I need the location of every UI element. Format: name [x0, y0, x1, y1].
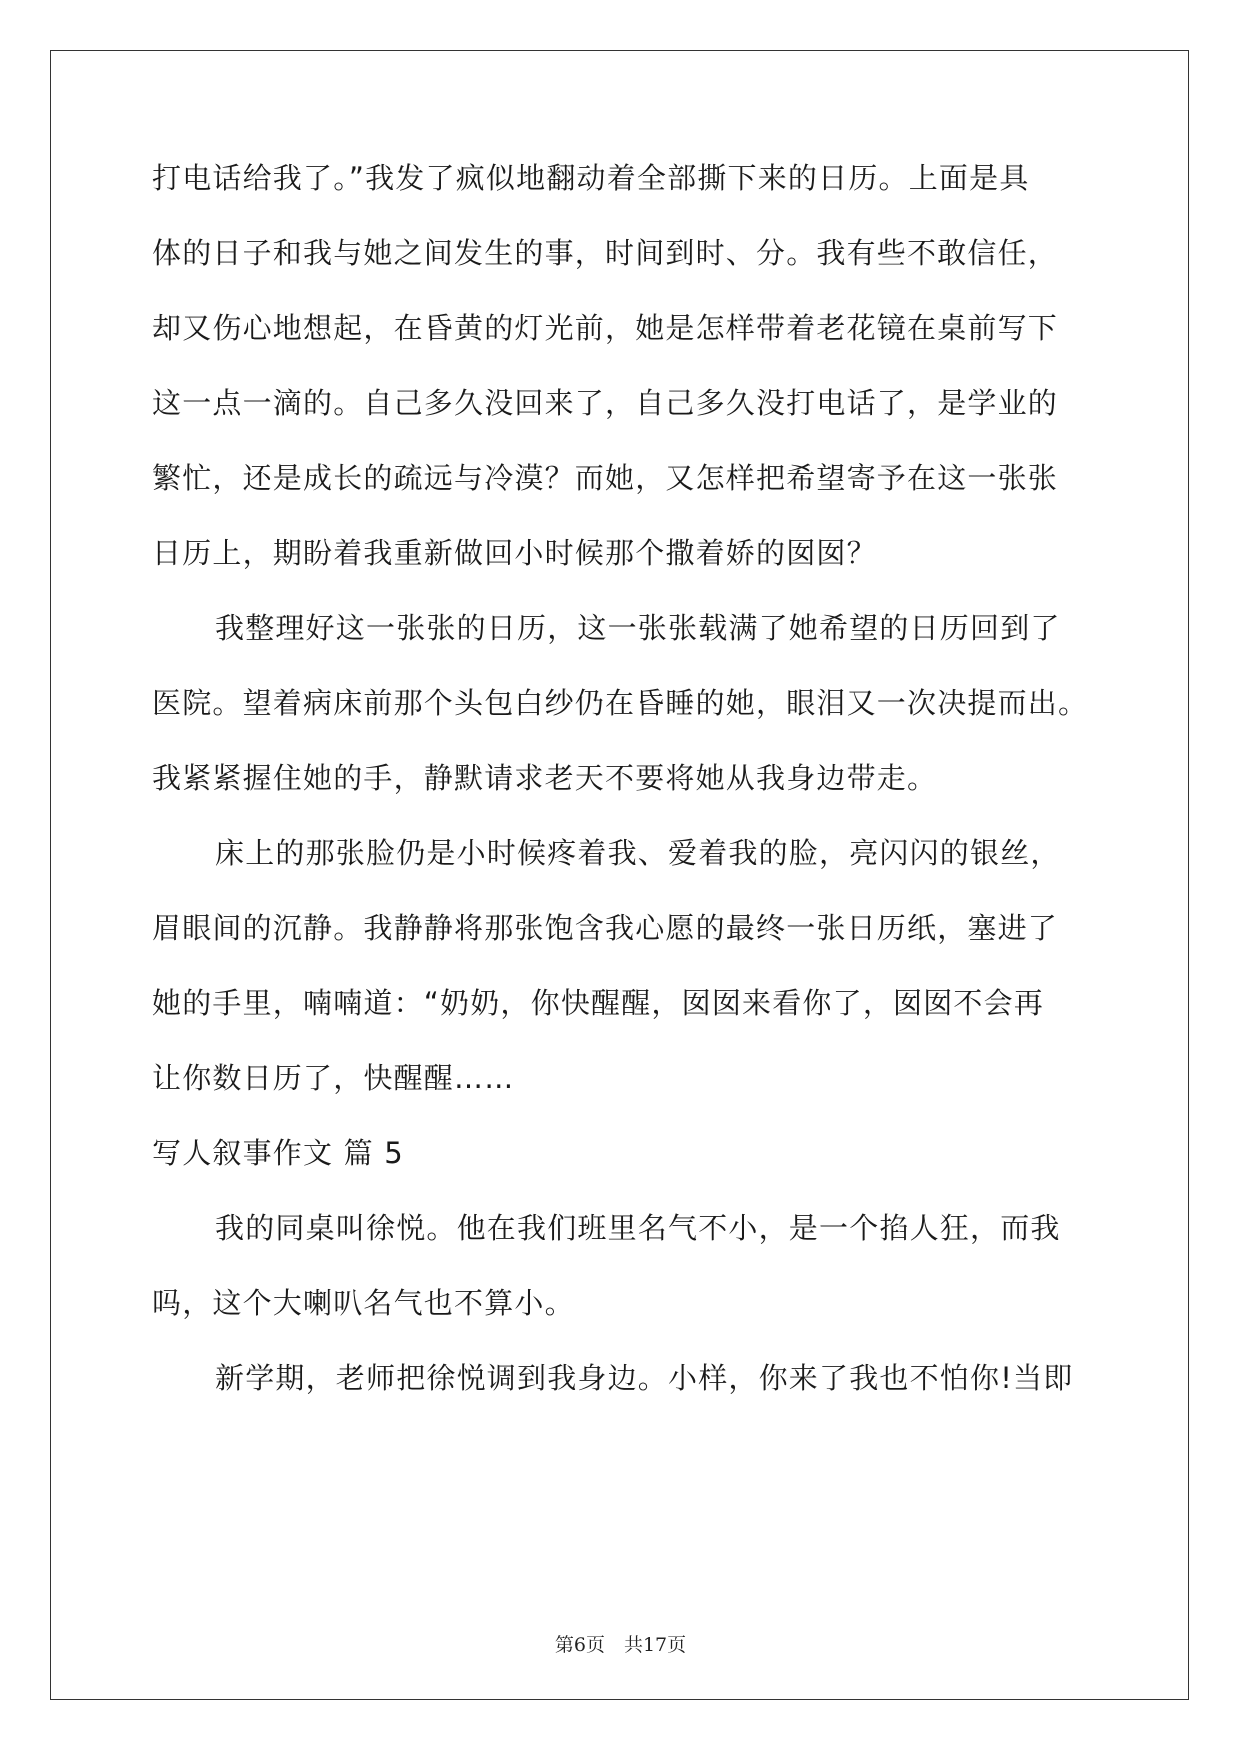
- paragraph-line: 医院。望着病床前那个头包白纱仍在昏睡的她，眼泪又一次决提而出。: [152, 686, 1089, 720]
- paragraph-line: 却又伤心地想起，在昏黄的灯光前，她是怎样带着老花镜在桌前写下: [152, 311, 1059, 345]
- page-footer: 第6页 共17页: [554, 1634, 687, 1656]
- paragraph-line: 她的手里，喃喃道：“奶奶，你快醒醒，囡囡来看你了，囡囡不会再: [152, 986, 1045, 1020]
- paragraph-line: 我的同桌叫徐悦。他在我们班里名气不小，是一个掐人狂，而我: [215, 1211, 1061, 1245]
- paragraph-line: 日历上，期盼着我重新做回小时候那个撒着娇的囡囡？: [152, 536, 877, 570]
- paragraph-line: 吗，这个大喇叭名气也不算小。: [152, 1286, 575, 1320]
- paragraph-line: 我整理好这一张张的日历，这一张张载满了她希望的日历回到了: [215, 611, 1061, 645]
- paragraph-line: 让你数日历了，快醒醒……: [152, 1061, 515, 1095]
- page-border: [50, 50, 1189, 1700]
- section-heading: 写人叙事作文 篇 5: [152, 1136, 404, 1170]
- paragraph-line: 新学期，老师把徐悦调到我身边。小样，你来了我也不怕你!当即: [215, 1361, 1074, 1395]
- paragraph-line: 眉眼间的沉静。我静静将那张饱含我心愿的最终一张日历纸，塞进了: [152, 911, 1059, 945]
- paragraph-line: 打电话给我了。”我发了疯似地翻动着全部撕下来的日历。上面是具: [152, 161, 1030, 195]
- paragraph-line: 这一点一滴的。自己多久没回来了，自己多久没打电话了，是学业的: [152, 386, 1059, 420]
- paragraph-line: 繁忙，还是成长的疏远与冷漠？而她，又怎样把希望寄予在这一张张: [152, 461, 1059, 495]
- paragraph-line: 体的日子和我与她之间发生的事，时间到时、分。我有些不敢信任，: [152, 236, 1059, 270]
- paragraph-line: 我紧紧握住她的手，静默请求老天不要将她从我身边带走。: [152, 761, 938, 795]
- paragraph-line: 床上的那张脸仍是小时候疼着我、爱着我的脸，亮闪闪的银丝，: [215, 836, 1061, 870]
